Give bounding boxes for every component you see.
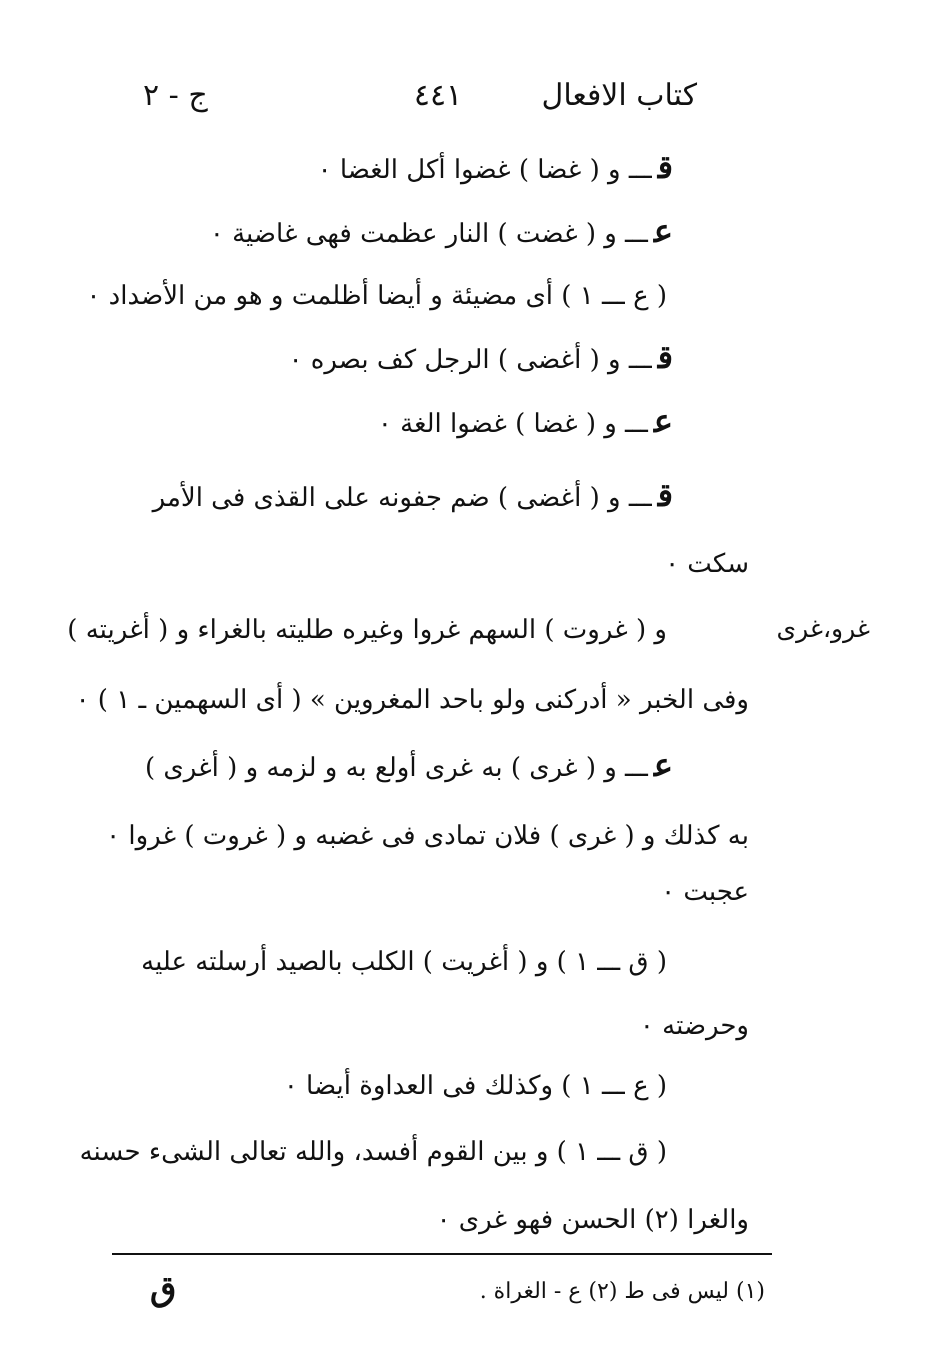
text-line (153, 474, 673, 519)
page-number: ٤٤١ (413, 78, 463, 113)
text-line (437, 1196, 755, 1241)
line-text: وحرضته ٠ (639, 1011, 749, 1041)
text-line (284, 1062, 673, 1107)
line-text: ـــ و ( غضا ) غضوا أكل الغضا ٠ (317, 155, 652, 185)
signature-mark: ق (150, 1269, 177, 1309)
source-marker: ق (657, 338, 673, 376)
text-line (76, 676, 755, 721)
source-marker: ق (657, 148, 673, 186)
text-line (106, 812, 755, 857)
margin-root-word: غرو،غرى (776, 614, 870, 643)
text-line (640, 1002, 755, 1047)
footnote: (١) ليس فى ط (٢) ع - الغراة . (479, 1279, 765, 1304)
line-text: ( ع ـــ ١ ) أى مضيئة و أيضا أظلمت و هو من الأضداد ٠ (86, 281, 667, 311)
text-line (378, 400, 673, 445)
line-text: ـــ و ( غرى ) به غرى أولع به و لزمه و ( أغرى ) (144, 753, 648, 783)
line-text: عجبت ٠ (661, 877, 749, 907)
text-line (210, 210, 673, 255)
text-line (661, 868, 755, 913)
line-text: والغرا (٢) الحسن فهو غرى ٠ (436, 1205, 749, 1235)
line-text: ( ق ـــ ١ ) و ( أغريت ) الكلب بالصيد أرسلته عليه (141, 947, 667, 977)
source-marker: ع (653, 746, 673, 784)
line-text: ـــ و ( أغضى ) ضم جفونه على القذى فى الأمر (152, 483, 652, 513)
line-text: ـــ و ( غضت ) النار عظمت فهى غاضية ٠ (209, 219, 648, 249)
line-text: ـــ و ( أغضى ) الرجل كف بصره ٠ (288, 345, 652, 375)
line-text: و ( غروت ) السهم غروا وغيره طليته بالغراء و ( أغريته ) (67, 615, 667, 645)
running-title: كتاب الافعال (541, 78, 697, 113)
line-text: وفى الخبر « أدركنى ولو باحد المغروين » ( أى السهمين ـ ١ ) ٠ (75, 685, 749, 715)
text-line (318, 146, 673, 191)
volume-label: ج - ٢ (143, 78, 208, 113)
line-text: ( ق ـــ ١ ) و بين القوم أفسد، والله تعالى الشىء حسنه (79, 1137, 667, 1167)
text-line (289, 336, 673, 381)
line-text: سكت ٠ (665, 549, 749, 579)
source-marker: ق (657, 476, 673, 514)
line-text: به كذلك و ( غرى ) فلان تمادى فى غضبه و ( غروت ) غروا ٠ (106, 821, 749, 851)
text-line (67, 606, 673, 651)
text-line (145, 744, 673, 789)
line-text: ( ع ـــ ١ ) وكذلك فى العداوة أيضا ٠ (283, 1071, 667, 1101)
line-text: ـــ و ( غضا ) غضوا الغة ٠ (377, 409, 648, 439)
text-line (80, 1128, 673, 1173)
source-marker: ع (653, 212, 673, 250)
text-line (86, 272, 673, 317)
source-marker: ع (653, 402, 673, 440)
text-line (665, 540, 755, 585)
footnote-divider (112, 1253, 772, 1255)
text-line (141, 938, 673, 983)
